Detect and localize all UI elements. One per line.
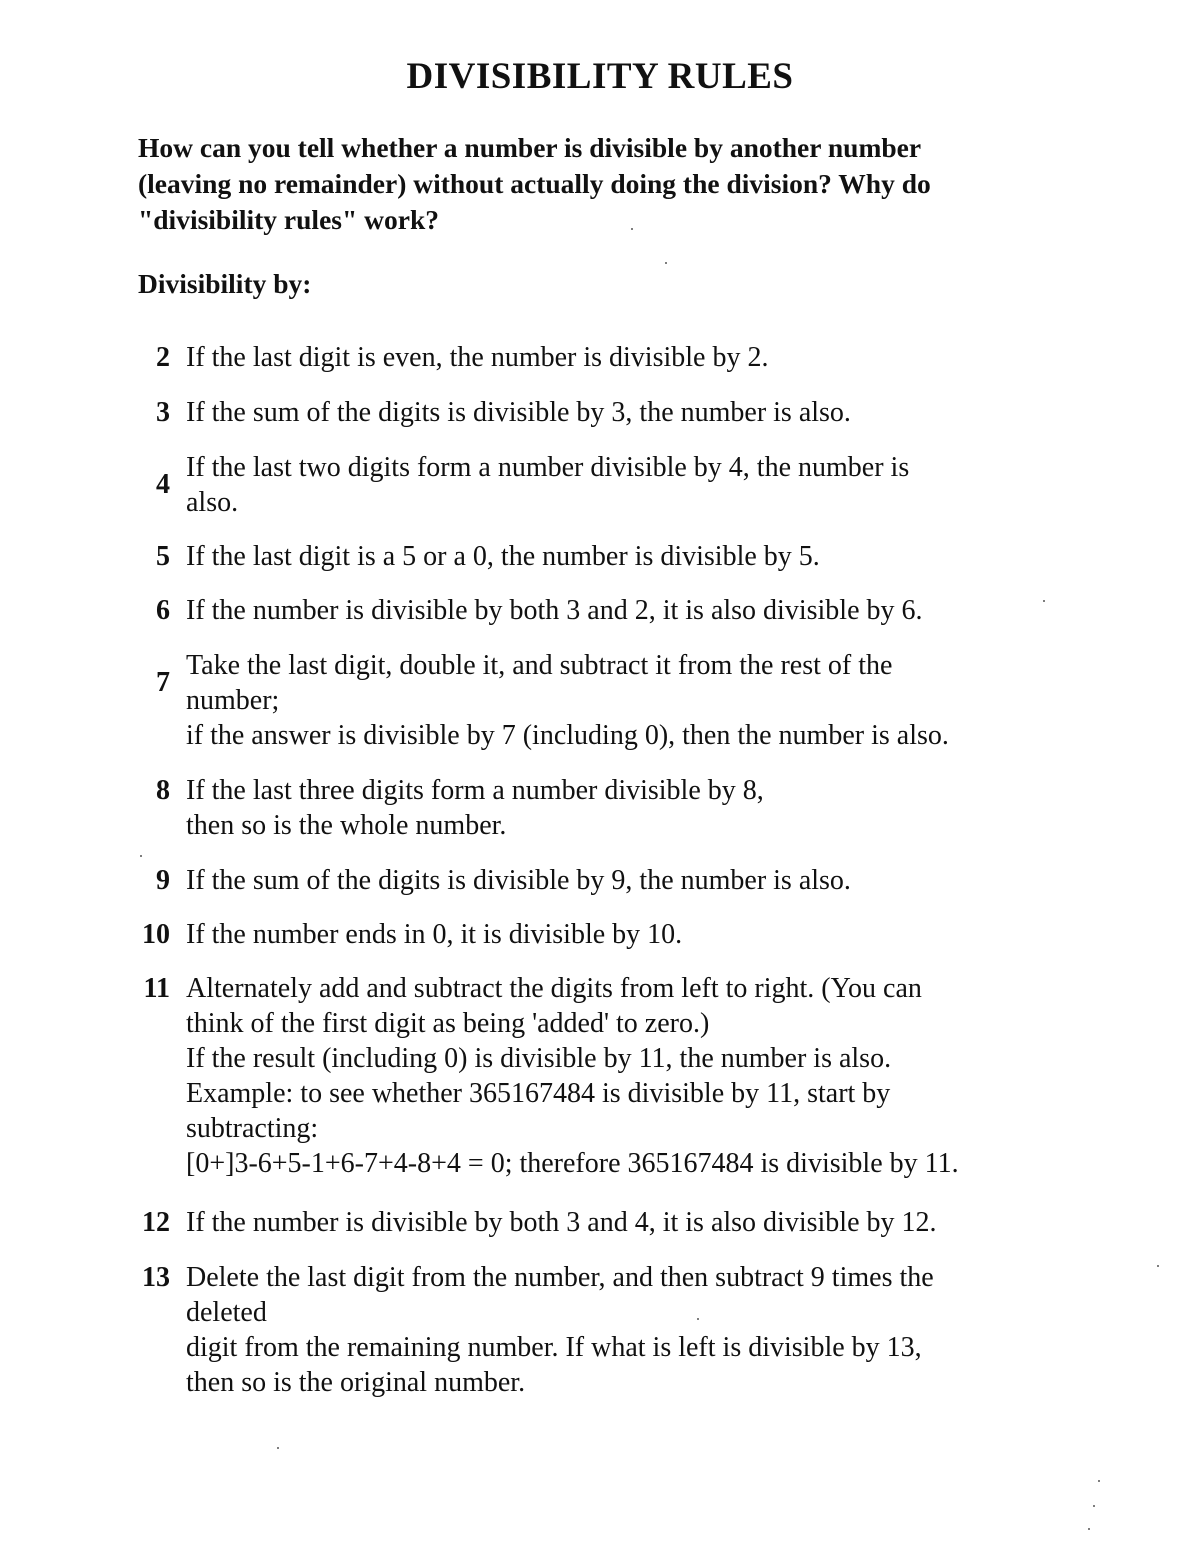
rule-text-line: If the last three digits form a number divisible by 8, xyxy=(186,775,764,806)
scan-speck xyxy=(1043,600,1045,602)
rule-text-line: Alternately add and subtract the digits from left to right. (You can xyxy=(186,973,922,1004)
rule-text xyxy=(186,971,1086,1181)
rule-text-line: deleted xyxy=(186,1297,267,1328)
rule-number: 8 xyxy=(156,775,170,806)
rule-text-line: If the sum of the digits is divisible by 9, the number is also. xyxy=(186,865,851,896)
rule-text xyxy=(186,1205,1086,1240)
scan-speck xyxy=(665,262,667,264)
rule-text-line: If the result (including 0) is divisible by 11, the number is also. xyxy=(186,1043,892,1074)
rule-text-line: If the number is divisible by both 3 and 4, it is also divisible by 12. xyxy=(186,1207,937,1238)
rule-number: 2 xyxy=(156,342,170,373)
rule-text xyxy=(186,340,1086,375)
scan-speck xyxy=(277,1447,279,1449)
rule-number: 6 xyxy=(156,595,170,626)
scan-speck xyxy=(1098,1480,1100,1482)
rule-text-line: Delete the last digit from the number, and then subtract 9 times the xyxy=(186,1262,934,1293)
rule-text-line: If the number is divisible by both 3 and 2, it is also divisible by 6. xyxy=(186,595,923,626)
rule-number: 12 xyxy=(142,1207,170,1238)
rule-text-line: number; xyxy=(186,685,280,716)
rule-text xyxy=(186,863,1086,898)
rule-text xyxy=(186,1260,1086,1400)
rule-text-line: If the number ends in 0, it is divisible by 10. xyxy=(186,919,683,950)
rule-text xyxy=(186,648,1086,753)
scan-speck xyxy=(631,228,633,230)
rule-text-line: subtracting: xyxy=(186,1113,319,1144)
rule-text-line: then so is the original number. xyxy=(186,1367,526,1398)
rule-text-line: digit from the remaining number. If what is left is divisible by 13, xyxy=(186,1332,922,1363)
rule-text xyxy=(186,593,1086,628)
scan-speck xyxy=(140,855,142,857)
rule-number: 5 xyxy=(156,541,170,572)
rule-number: 3 xyxy=(156,397,170,428)
rule-number: 11 xyxy=(143,973,170,1004)
rule-text-line: If the sum of the digits is divisible by 3, the number is also. xyxy=(186,397,851,428)
page-title: DIVISIBILITY RULES xyxy=(406,56,794,97)
rule-text-line: Example: to see whether 365167484 is divisible by 11, start by xyxy=(186,1078,891,1109)
rule-text-line: If the last digit is even, the number is divisible by 2. xyxy=(186,342,769,373)
rule-text-line: then so is the whole number. xyxy=(186,810,507,841)
rule-text xyxy=(186,450,1086,520)
rule-text xyxy=(186,395,1086,430)
scan-speck xyxy=(697,1318,699,1320)
intro-question-line: How can you tell whether a number is divisible by another number xyxy=(138,132,922,163)
rule-text xyxy=(186,539,1086,574)
rule-text-line: If the last two digits form a number divisible by 4, the number is xyxy=(186,452,910,483)
scan-speck xyxy=(1093,1505,1095,1507)
intro-question-line: "divisibility rules" work? xyxy=(138,204,439,235)
rule-text-line: If the last digit is a 5 or a 0, the number is divisible by 5. xyxy=(186,541,820,572)
scan-speck xyxy=(1088,1528,1090,1530)
rule-text xyxy=(186,917,1086,952)
rule-text-line: think of the first digit as being 'added' to zero.) xyxy=(186,1008,710,1039)
intro-question-line: (leaving no remainder) without actually doing the division? Why do xyxy=(138,168,931,199)
rule-text-line: [0+]3-6+5-1+6-7+4-8+4 = 0; therefore 365167484 is divisible by 11. xyxy=(186,1148,959,1179)
intro-question xyxy=(138,130,1078,238)
section-subheading: Divisibility by: xyxy=(138,268,312,299)
rule-text-line: also. xyxy=(186,487,239,518)
rule-number: 10 xyxy=(142,919,170,950)
rule-text xyxy=(186,773,1086,843)
rule-number: 13 xyxy=(142,1262,170,1293)
rule-text-line: Take the last digit, double it, and subtract it from the rest of the xyxy=(186,650,893,681)
rule-text-line: if the answer is divisible by 7 (including 0), then the number is also. xyxy=(186,720,949,751)
rule-number: 4 xyxy=(156,469,170,500)
rule-number: 9 xyxy=(156,865,170,896)
scan-speck xyxy=(1157,1265,1159,1267)
rule-number: 7 xyxy=(156,667,170,698)
